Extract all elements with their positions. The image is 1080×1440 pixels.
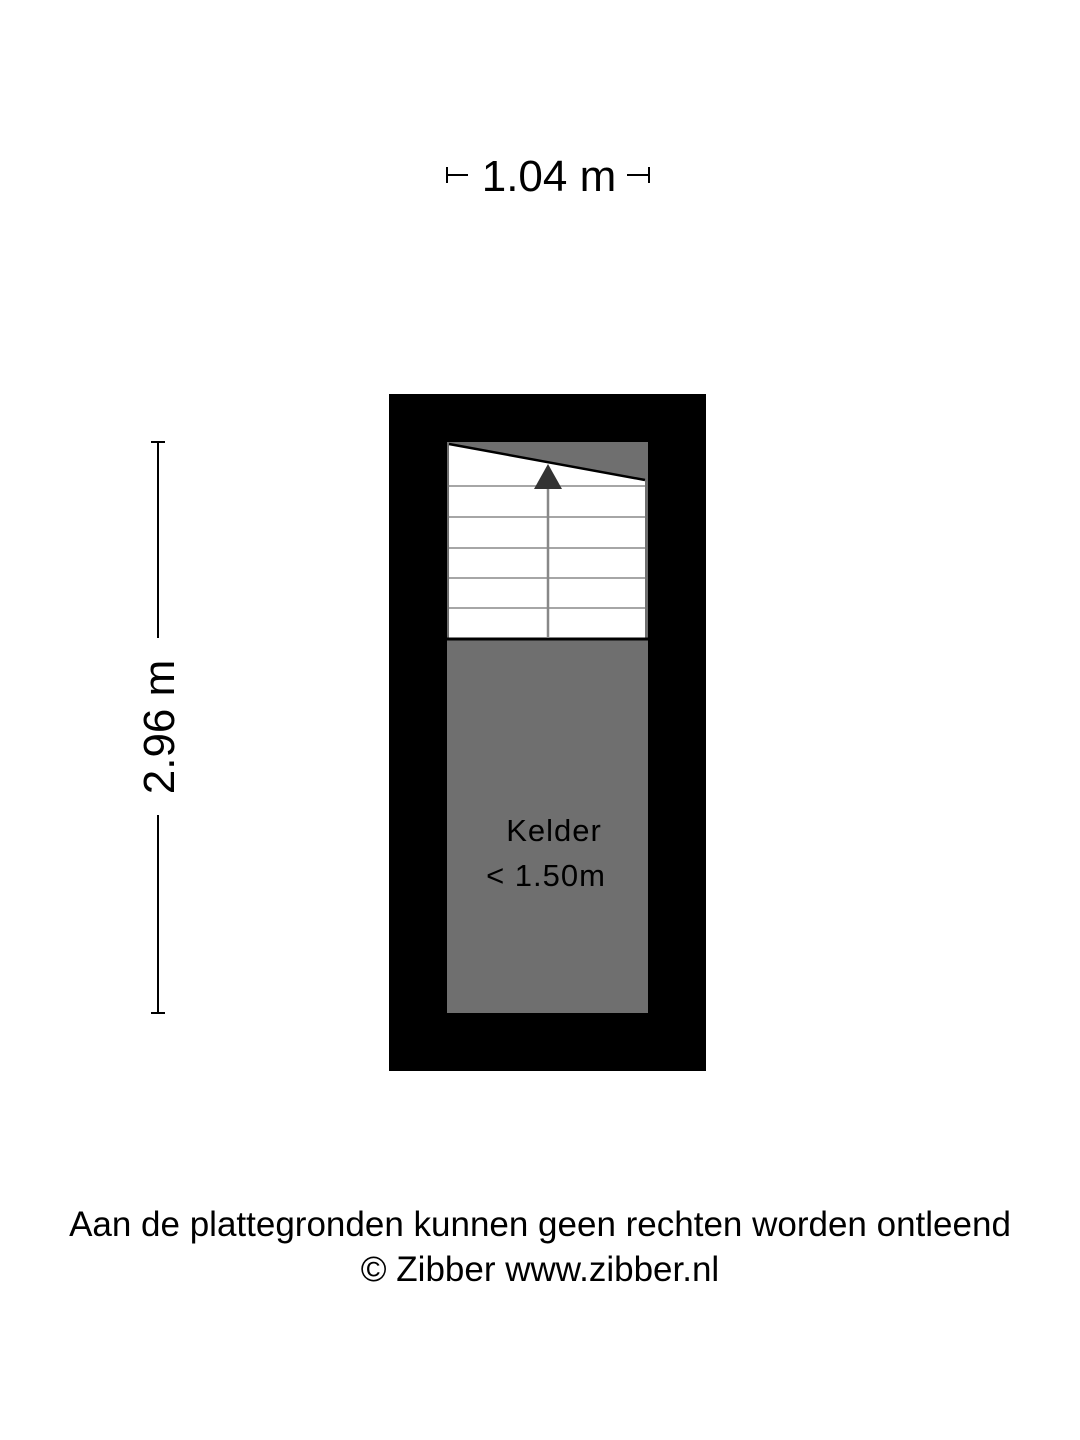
height-dimension-label: 2.96 m	[135, 659, 184, 795]
width-dimension	[447, 152, 649, 201]
copyright-text: © Zibber www.zibber.nl	[360, 1250, 720, 1289]
width-dimension-label: 1.04 m	[481, 152, 617, 201]
room-name: Kelder	[506, 813, 602, 848]
height-dimension	[135, 442, 184, 1013]
room-height-note: < 1.50m	[486, 858, 606, 893]
disclaimer-text: Aan de plattegronden kunnen geen rechten worden ontleend	[69, 1205, 1011, 1244]
